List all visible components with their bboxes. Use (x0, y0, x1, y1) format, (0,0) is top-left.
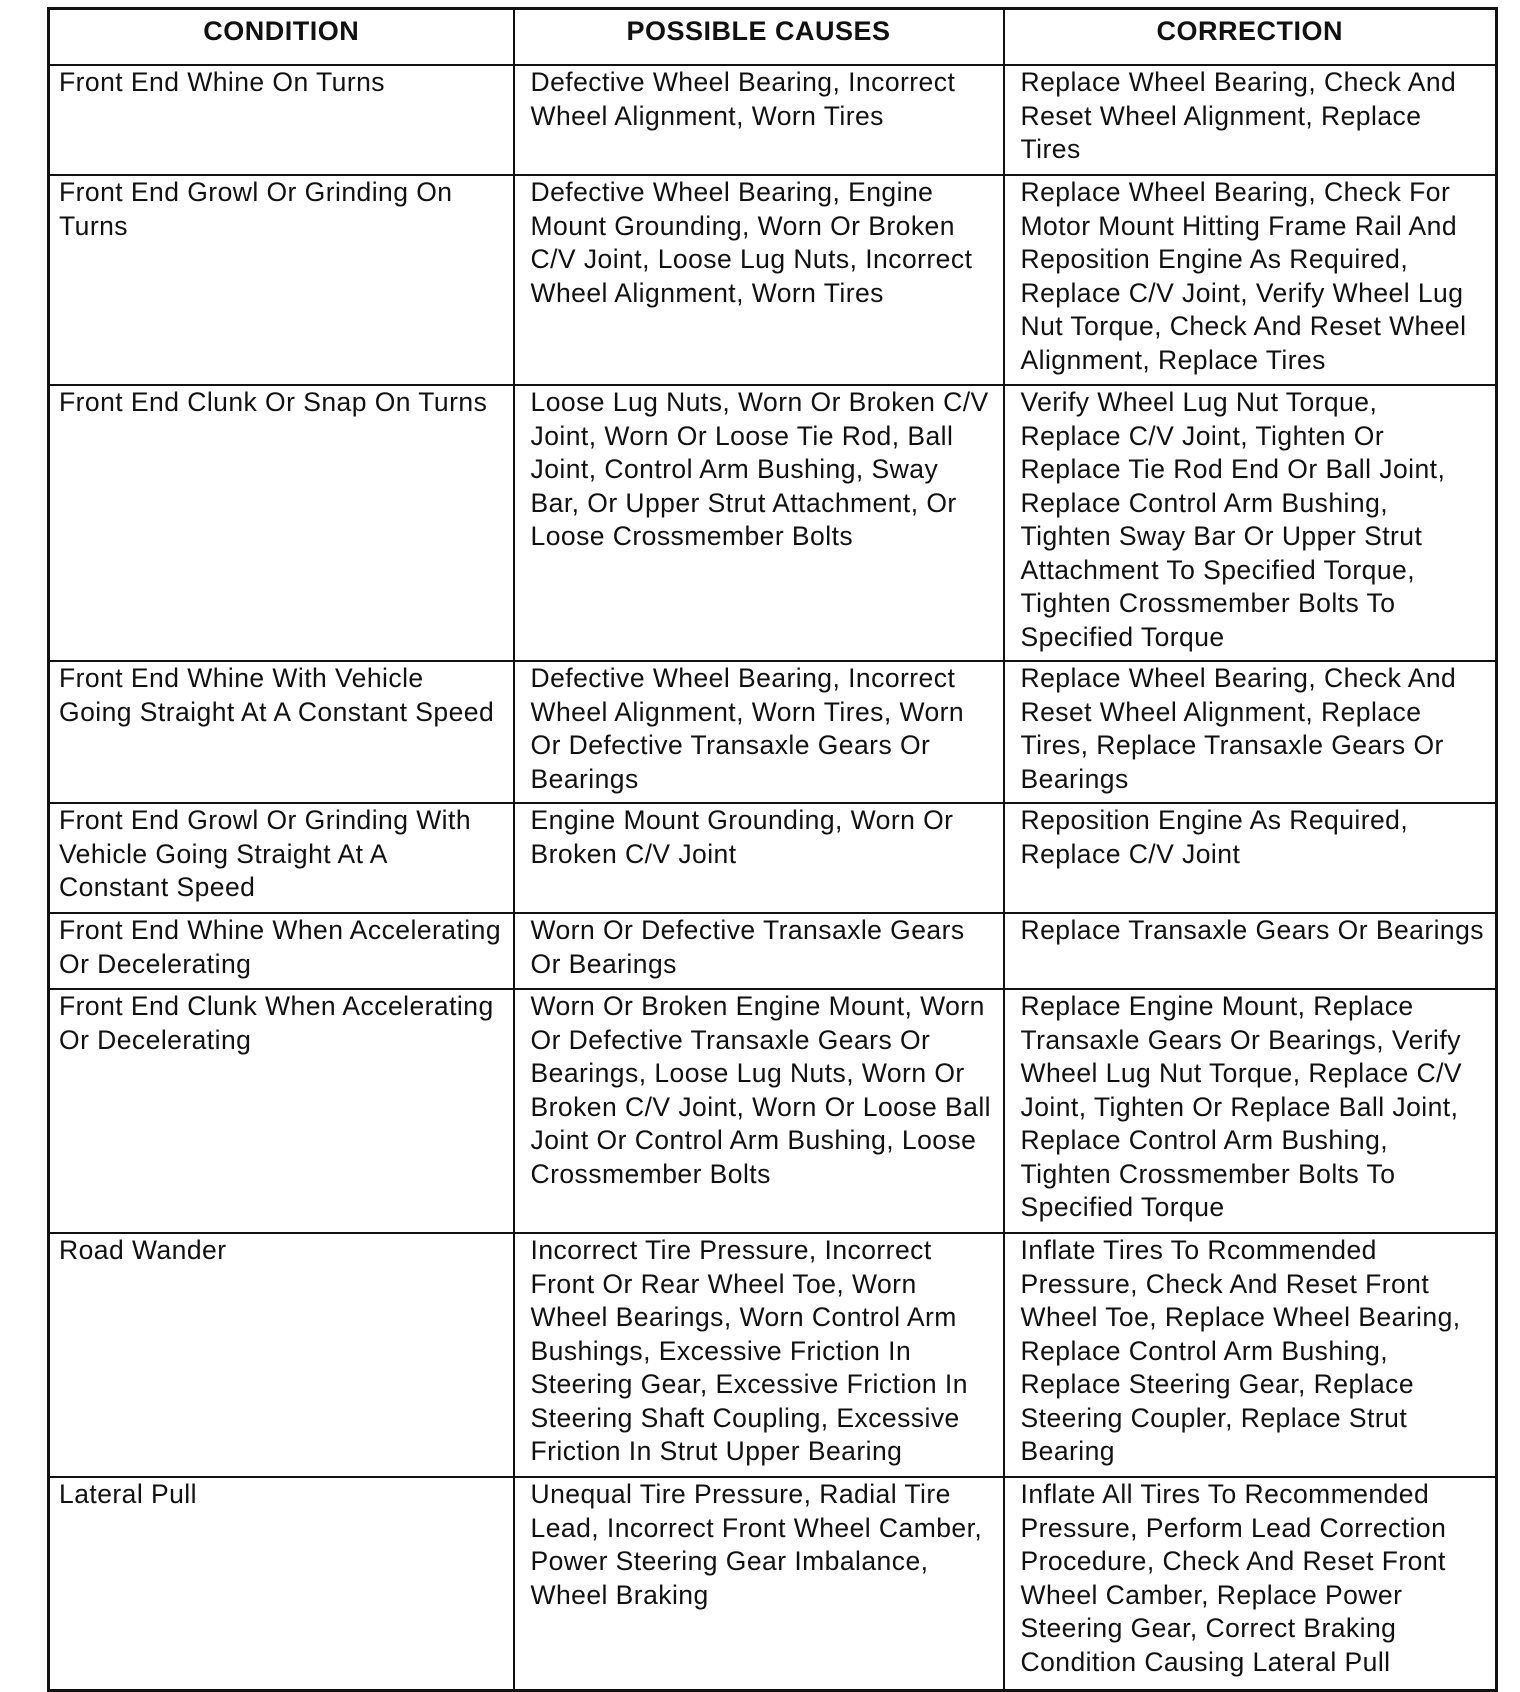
correction-cell: Inflate Tires To Rcommended Pressure, Check And Reset Front Wheel Toe, Replace Wheel Bearing, Replace Control Arm Bushing, Replace Steering Gear, Replace Steering Coupler, Replace Strut Bearing (1004, 1233, 1497, 1477)
header-possible-causes: POSSIBLE CAUSES (514, 9, 1004, 66)
header-row (49, 9, 1497, 66)
causes-cell: Defective Wheel Bearing, Incorrect Wheel Alignment, Worn Tires, Worn Or Defective Transaxle Gears Or Bearings (514, 661, 1004, 803)
table-row (49, 803, 1497, 913)
causes-cell: Worn Or Broken Engine Mount, Worn Or Defective Transaxle Gears Or Bearings, Loose Lug Nuts, Worn Or Broken C/V Joint, Worn Or Loose Ball Joint Or Control Arm Bushing, Loose Crossmember Bolts (514, 989, 1004, 1233)
correction-cell: Replace Engine Mount, Replace Transaxle Gears Or Bearings, Verify Wheel Lug Nut Torque, Replace C/V Joint, Tighten Or Replace Ball Joint, Replace Control Arm Bushing, Tighten Crossmember Bolts To Specified Torque (1004, 989, 1497, 1233)
causes-cell: Loose Lug Nuts, Worn Or Broken C/V Joint, Worn Or Loose Tie Rod, Ball Joint, Control Arm Bushing, Sway Bar, Or Upper Strut Attachment, Or Loose Crossmember Bolts (514, 385, 1004, 661)
table-header (49, 9, 1497, 66)
condition-cell: Front End Whine When Accelerating Or Decelerating (49, 913, 514, 989)
condition-cell: Front End Whine With Vehicle Going Straight At A Constant Speed (49, 661, 514, 803)
diagnosis-table-container (47, 7, 1495, 1692)
condition-cell: Front End Clunk When Accelerating Or Decelerating (49, 989, 514, 1233)
table-row (49, 1233, 1497, 1477)
causes-cell: Engine Mount Grounding, Worn Or Broken C/V Joint (514, 803, 1004, 913)
diagnosis-table (47, 7, 1498, 1692)
causes-cell: Incorrect Tire Pressure, Incorrect Front Or Rear Wheel Toe, Worn Wheel Bearings, Worn Control Arm Bushings, Excessive Friction In Steering Gear, Excessive Friction In Steering Shaft Coupling, Excessive Friction In Strut Upper Bearing (514, 1233, 1004, 1477)
table-row (49, 65, 1497, 175)
condition-cell: Front End Whine On Turns (49, 65, 514, 175)
causes-cell: Defective Wheel Bearing, Incorrect Wheel Alignment, Worn Tires (514, 65, 1004, 175)
correction-cell: Reposition Engine As Required, Replace C/V Joint (1004, 803, 1497, 913)
correction-cell: Replace Wheel Bearing, Check And Reset Wheel Alignment, Replace Tires, Replace Transaxle Gears Or Bearings (1004, 661, 1497, 803)
correction-cell: Replace Wheel Bearing, Check For Motor Mount Hitting Frame Rail And Reposition Engine As Required, Replace C/V Joint, Verify Wheel Lug Nut Torque, Check And Reset Wheel Alignment, Replace Tires (1004, 175, 1497, 385)
header-correction: CORRECTION (1004, 9, 1497, 66)
correction-cell: Replace Transaxle Gears Or Bearings (1004, 913, 1497, 989)
table-row (49, 913, 1497, 989)
causes-cell: Defective Wheel Bearing, Engine Mount Grounding, Worn Or Broken C/V Joint, Loose Lug Nuts, Incorrect Wheel Alignment, Worn Tires (514, 175, 1004, 385)
correction-cell: Replace Wheel Bearing, Check And Reset Wheel Alignment, Replace Tires (1004, 65, 1497, 175)
table-row (49, 989, 1497, 1233)
condition-cell: Lateral Pull (49, 1477, 514, 1690)
table-row (49, 1477, 1497, 1690)
condition-cell: Road Wander (49, 1233, 514, 1477)
table-row (49, 385, 1497, 661)
correction-cell: Inflate All Tires To Recommended Pressure, Perform Lead Correction Procedure, Check And Reset Front Wheel Camber, Replace Power Steering Gear, Correct Braking Condition Causing Lateral Pull (1004, 1477, 1497, 1690)
table-row (49, 175, 1497, 385)
correction-cell: Verify Wheel Lug Nut Torque, Replace C/V Joint, Tighten Or Replace Tie Rod End Or Ball Joint, Replace Control Arm Bushing, Tighten Sway Bar Or Upper Strut Attachment To Specified Torque, Tighten Crossmember Bolts To Specified Torque (1004, 385, 1497, 661)
header-condition: CONDITION (49, 9, 514, 66)
condition-cell: Front End Growl Or Grinding With Vehicle Going Straight At A Constant Speed (49, 803, 514, 913)
causes-cell: Unequal Tire Pressure, Radial Tire Lead, Incorrect Front Wheel Camber, Power Steering Gear Imbalance, Wheel Braking (514, 1477, 1004, 1690)
condition-cell: Front End Growl Or Grinding On Turns (49, 175, 514, 385)
table-row (49, 661, 1497, 803)
table-body (49, 65, 1497, 1690)
condition-cell: Front End Clunk Or Snap On Turns (49, 385, 514, 661)
causes-cell: Worn Or Defective Transaxle Gears Or Bearings (514, 913, 1004, 989)
